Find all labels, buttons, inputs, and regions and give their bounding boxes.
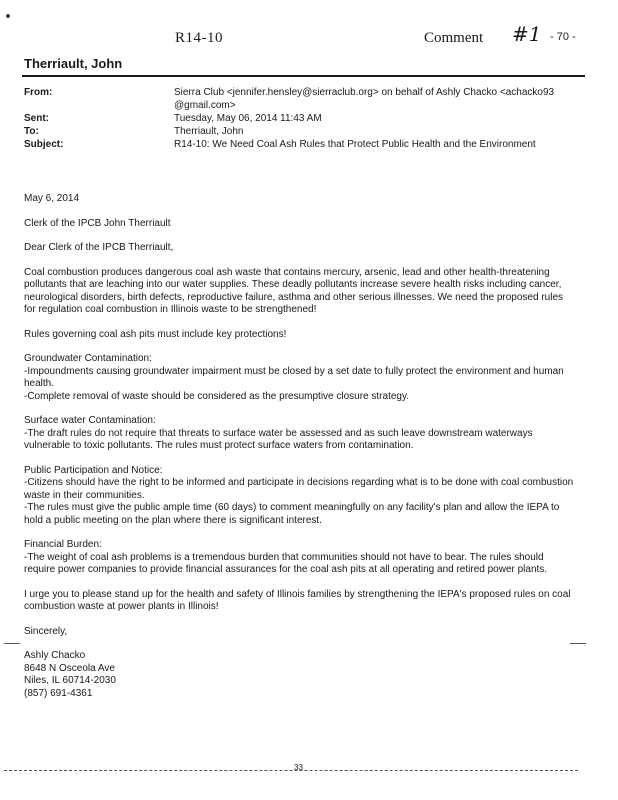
from-value: Sierra Club <jennifer.hensley@sierraclub.org> on behalf of Ashly Chacko <achacko93 @gmail.com> bbox=[174, 87, 555, 111]
subject-label: Subject: bbox=[24, 139, 64, 150]
financial-burden-point-1: -The weight of coal ash problems is a tremendous burden that communities should not have to bear. The rules should require power companies to provide financial assurances for the coal ash pits at all operating and retired power plants. bbox=[24, 551, 548, 575]
intro-paragraph: Coal combustion produces dangerous coal ash waste that contains mercury, arsenic, lead and other health-threatening pollutants that are leaching into our water supplies. These deadly pollutants increase severe health risks including cancer, neurological disorders, birth defects, reproductive failure, asthma and other serious illnesses. We need the proposed rules for regulation coal combustion in Illinois waste to be strengthened! bbox=[24, 266, 563, 315]
header-divider bbox=[22, 75, 585, 77]
subject-row bbox=[24, 138, 584, 151]
rules-intro: Rules governing coal ash pits must include key protections! bbox=[24, 328, 287, 340]
sent-value: Tuesday, May 06, 2014 11:43 AM bbox=[174, 113, 322, 124]
to-value: Therriault, John bbox=[174, 126, 244, 137]
page-number: 33 bbox=[294, 763, 303, 772]
letter-recipient: Clerk of the IPCB John Therriault bbox=[24, 217, 171, 229]
letter-date: May 6, 2014 bbox=[24, 193, 80, 204]
docket-number: R14-10 bbox=[175, 30, 223, 46]
sent-row bbox=[24, 112, 584, 125]
to-label: To: bbox=[24, 126, 39, 137]
comment-label: Comment bbox=[424, 30, 484, 46]
phone-number: (857) 691-4361 bbox=[24, 687, 93, 699]
from-row bbox=[24, 86, 584, 112]
mailbox-owner-name: Therriault, John bbox=[24, 56, 123, 71]
groundwater-heading: Groundwater Contamination: bbox=[24, 353, 152, 364]
groundwater-point-2: -Complete removal of waste should be considered as the presumptive closure strategy. bbox=[24, 390, 410, 402]
from-label: From: bbox=[24, 87, 53, 98]
letter-body bbox=[24, 193, 576, 700]
public-participation-point-2: -The rules must give the public ample time (60 days) to comment meaningfully on any facility's plan and allow the IEPA to hold a public meeting on the plan where there is significant interest. bbox=[24, 502, 560, 526]
closing-paragraph: I urge you to please stand up for the health and safety of Illinois families by strengthening the IEPA's proposed rules on coal combustion waste at power plants in Illinois! bbox=[24, 588, 571, 612]
financial-burden-heading: Financial Burden: bbox=[24, 539, 102, 550]
public-participation-heading: Public Participation and Notice: bbox=[24, 464, 163, 476]
signer-name: Ashly Chacko bbox=[24, 650, 86, 661]
letter-salutation: Dear Clerk of the IPCB Therriault, bbox=[24, 242, 174, 253]
email-header bbox=[24, 86, 584, 151]
to-row bbox=[24, 125, 584, 138]
sign-off: Sincerely, bbox=[24, 625, 68, 637]
address-line-1: 8648 N Osceola Ave bbox=[24, 662, 115, 674]
surface-water-point-1: -The draft rules do not require that threats to surface water be assessed and as such leave downstream waterways vulnerable to toxic pollutants. The rules must protect surface waters from contamination. bbox=[24, 427, 533, 451]
sent-label: Sent: bbox=[24, 113, 49, 124]
comment-number: #1 bbox=[512, 22, 542, 46]
address-line-2: Niles, IL 60714-2030 bbox=[24, 675, 116, 686]
scan-mark bbox=[6, 14, 10, 18]
scan-dash-right bbox=[570, 643, 586, 644]
footer-divider bbox=[4, 770, 578, 771]
page-reference: - 70 - bbox=[550, 31, 576, 43]
groundwater-point-1: -Impoundments causing groundwater impairment must be closed by a set date to fully protect the environment and human health. bbox=[24, 365, 564, 389]
scan-dash-left bbox=[4, 643, 20, 644]
subject-value: R14-10: We Need Coal Ash Rules that Protect Public Health and the Environment bbox=[174, 139, 536, 150]
surface-water-heading: Surface water Contamination: bbox=[24, 415, 156, 426]
public-participation-point-1: -Citizens should have the right to be informed and participate in decisions regarding what is to be done with coal combustion waste in their communities. bbox=[24, 477, 574, 501]
